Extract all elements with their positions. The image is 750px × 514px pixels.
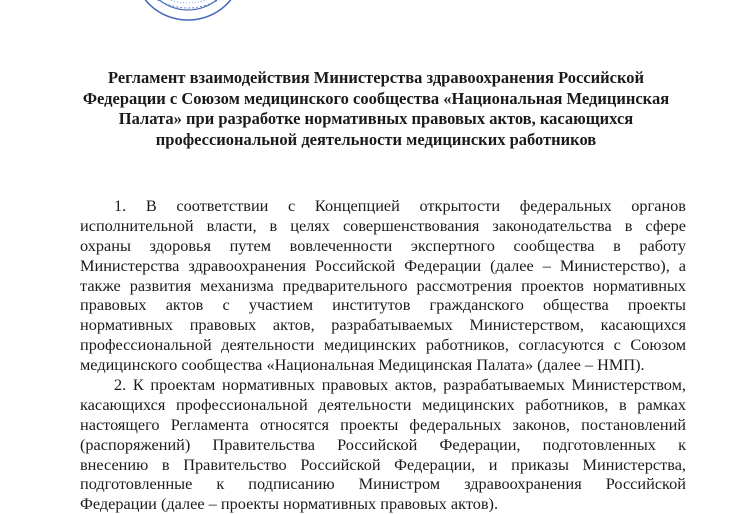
paragraph-1-line: исполнительной власти, в целях совершенствования законодательства в сфере [80, 215, 686, 235]
paragraph-1-line: нормативных правовых актов, разрабатываемых Министерством, касающихся [80, 315, 686, 335]
document-title [70, 68, 682, 150]
paragraph-1-line: Министерства здравоохранения Российской Федерации (далее – Министерство), а [80, 255, 686, 275]
paragraph-2-line: (распоряжений) Правительства Российской Федерации, подготовленных к [80, 434, 686, 454]
title-line: профессиональной деятельности медицинских работников [155, 129, 597, 149]
paragraph-2-line: внесению в Правительство Российской Федерации, и приказы Министерства, [80, 454, 686, 474]
stamp-seal [132, 0, 244, 22]
title-line: Федерации с Союзом медицинского сообщества «Национальная Медицинская [82, 88, 670, 108]
paragraph-1-line: правовых актов с участием институтов гражданского общества проекты [80, 295, 686, 315]
paragraph-2-line: настоящего Регламента относятся проекты федеральных законов, постановлений [80, 414, 686, 434]
paragraph-2-line: касающихся профессиональной деятельности медицинских работников, в рамках [80, 394, 686, 414]
title-line: Палата» при разработке нормативных правовых актов, касающихся [118, 109, 634, 128]
paragraph-2-line: 2. К проектам нормативных правовых актов, разрабатываемых Министерством, [114, 375, 686, 395]
paragraph-1-line: также развития механизма предварительного рассмотрения проектов нормативных [80, 275, 686, 295]
paragraph-1-line: профессиональной деятельности медицинских работников, согласуются с Союзом [80, 335, 686, 355]
paragraph-1-line: 1. В соответствии с Концепцией открытости федеральных органов [114, 196, 686, 215]
paragraph-2-line: Федерации (далее – проекты нормативных правовых актов). [80, 494, 499, 514]
document-body [80, 196, 686, 514]
paragraph-2-line: подготовленные к подписанию Министром здравоохранения Российской [80, 474, 686, 494]
title-line: Регламент взаимодействия Министерства здравоохранения Российской [107, 68, 645, 87]
paragraph-1-line: охраны здоровья путем вовлеченности экспертного сообщества в работу [80, 235, 686, 255]
paragraph-1-line: медицинского сообщества «Национальная Медицинская Палата» (далее – НМП). [80, 355, 645, 375]
